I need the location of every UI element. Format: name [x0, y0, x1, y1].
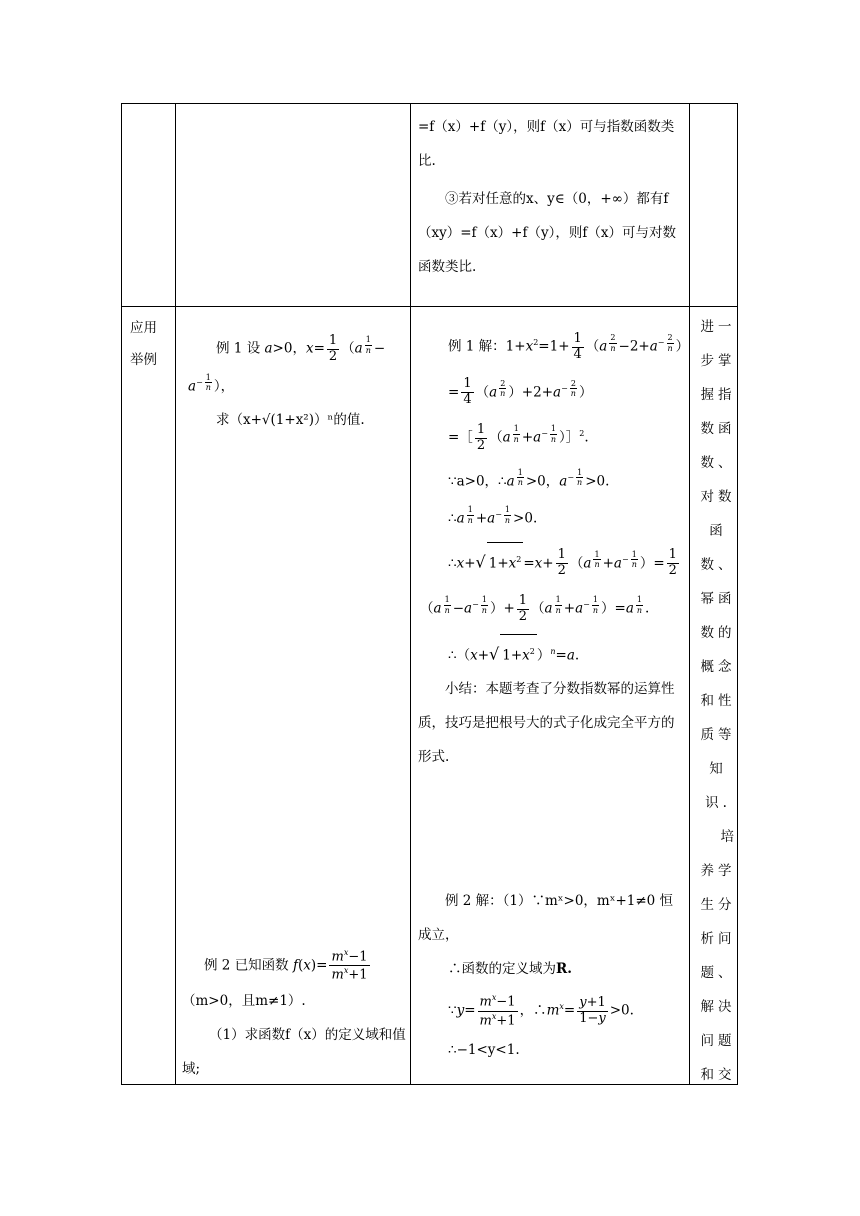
solution1-label: 例 1 解： [448, 338, 506, 355]
solution1: 例 1 解：$1+x^2=1+$ $\frac{1}{4}$ （a $^{\frac{2}{n}}$ $-2+a^{- \frac{2}{n}}$ ） = $\frac{1}{4}$ （a $^{\frac{2}{n}}$ ）$+2+a^{- \frac{2}{n}}$ ） =［ $\frac{1}{2}$ （a $^{\frac{1}{n}}$ $+a^{- \frac{1}{n}}$ ）］$^2$. ∵a>0，∴a $^{\frac{1}{n}}$ >0，$a^{- \frac{1}{n}}$ >0. ∴a $^{\frac{1}{n}}$ $+a^{- \frac{1}{n}}$ >0. ∴x+√ $1+x^2 =x+$ $\frac{1}{2}$ （a $^{\frac{1}{n}}$ $+a^{- \frac{1}{n}}$ ）= $\frac{1}{2}$ （a $^{\frac{1}{n}}$ $-a^{- \frac{1}{n}}$ ）+ $\frac{1}{2}$ （a $^{\frac{1}{n}}$ $+a^{- \frac{1}{n}}$ ）=a $^{\frac{1}{n}}$ . ∴（x+√ $1+x^2$ ）$^n$=a. 小结：本题考查了分数指数幂的运算性质，技巧是把根号大的式子化成完全平方的形式. [418, 326, 684, 774]
purpose-line: 识. [705, 795, 731, 811]
analogy-log-text: ③若对任意的x、y∈（0，+∞）都有f（xy）=f（x）+f（y），则f（x）可与对数函数类比. [418, 191, 676, 275]
purpose-line: 数函 [700, 421, 736, 437]
purpose-line: 质等 [700, 727, 736, 743]
column-divider [689, 104, 690, 1084]
example1-find-text: 求（x+√(1+x²)）ⁿ的值. [216, 412, 365, 428]
purpose-line: 握指 [700, 387, 736, 403]
purpose-line: 析问 [700, 931, 736, 947]
purpose-line: 概念 [700, 659, 736, 675]
example1-set-text: 设 [246, 340, 261, 357]
purpose-line: 步掌 [700, 353, 736, 369]
row1-analogy-text [418, 110, 682, 284]
purpose-line: 生分 [700, 897, 736, 913]
solution2: 例 2 解：（1）∵mˣ>0，mˣ+1≠0 恒成立， ∴函数的定义域为R. ∵y= $\frac{m^x-1}{m^x+1}$ ，$\therefore m^x=$ $\frac{y+1}{1-y}$ >0. ∴−1<y<1. [418, 884, 684, 1067]
solution2-label: 例 2 解：（1）∵mˣ>0，mˣ+1≠0 恒成立， [418, 893, 674, 943]
purpose-line: 函 [709, 523, 727, 539]
example2-question: 例 2 已知函数 f(x)= $\frac{m^x-1}{m^x+1}$ （m>0，且m≠1）. （1）求函数f（x）的定义域和值域; [182, 948, 406, 1086]
solution1-summary: 小结：本题考查了分数指数幂的运算性质，技巧是把根号大的式子化成完全平方的形式. [418, 681, 675, 765]
purpose-line: 数、 [700, 455, 736, 471]
purpose-column [698, 310, 738, 1092]
solution2-domain-text: ∴函数的定义域为 [448, 961, 556, 977]
purpose-line: 题、 [700, 965, 736, 981]
row-divider [122, 306, 737, 307]
example1-label: 例 1 [216, 340, 243, 357]
purpose-line: 知 [709, 761, 727, 777]
purpose-line: 进一 [700, 319, 736, 335]
purpose-line: 和交 [700, 1067, 736, 1083]
category-label: 应用举例 [130, 320, 157, 368]
column-divider [175, 104, 176, 1084]
purpose-line: 培 [720, 829, 738, 845]
purpose-line: 对数 [700, 489, 736, 505]
solution2-domain-r: R. [556, 961, 572, 977]
lesson-table [121, 103, 738, 1085]
solution1-reason: ∵a>0，∴ [448, 473, 507, 489]
purpose-line: 数、 [700, 557, 736, 573]
example2-q1: （1）求函数f（x）的定义域和值域; [182, 1026, 406, 1077]
example2-label: 例 2 [204, 957, 231, 974]
example1-question: 例 1 设 a>0，x= $\frac{1}{2}$ （a $^{\frac{1}{n}}$ − $a^{- \frac{1}{n}}$ ）， 求（x+√(1+x²)）ⁿ的值. [182, 328, 406, 437]
example2-intro: 已知函数 [234, 957, 289, 974]
solution2-range: ∴−1<y<1. [448, 1041, 520, 1058]
column-divider [410, 104, 411, 1084]
purpose-line: 数的 [700, 625, 736, 641]
analogy-exp-text: =f（x）+f（y），则f（x）可与指数函数类比. [418, 119, 675, 169]
purpose-line: 养学 [700, 863, 736, 879]
purpose-line: 幂函 [700, 591, 736, 607]
example2-condition: （m>0，且m≠1）. [182, 992, 306, 1009]
purpose-line: 解决 [700, 999, 736, 1015]
purpose-line: 和性 [700, 693, 736, 709]
purpose-line: 问题 [700, 1033, 736, 1049]
